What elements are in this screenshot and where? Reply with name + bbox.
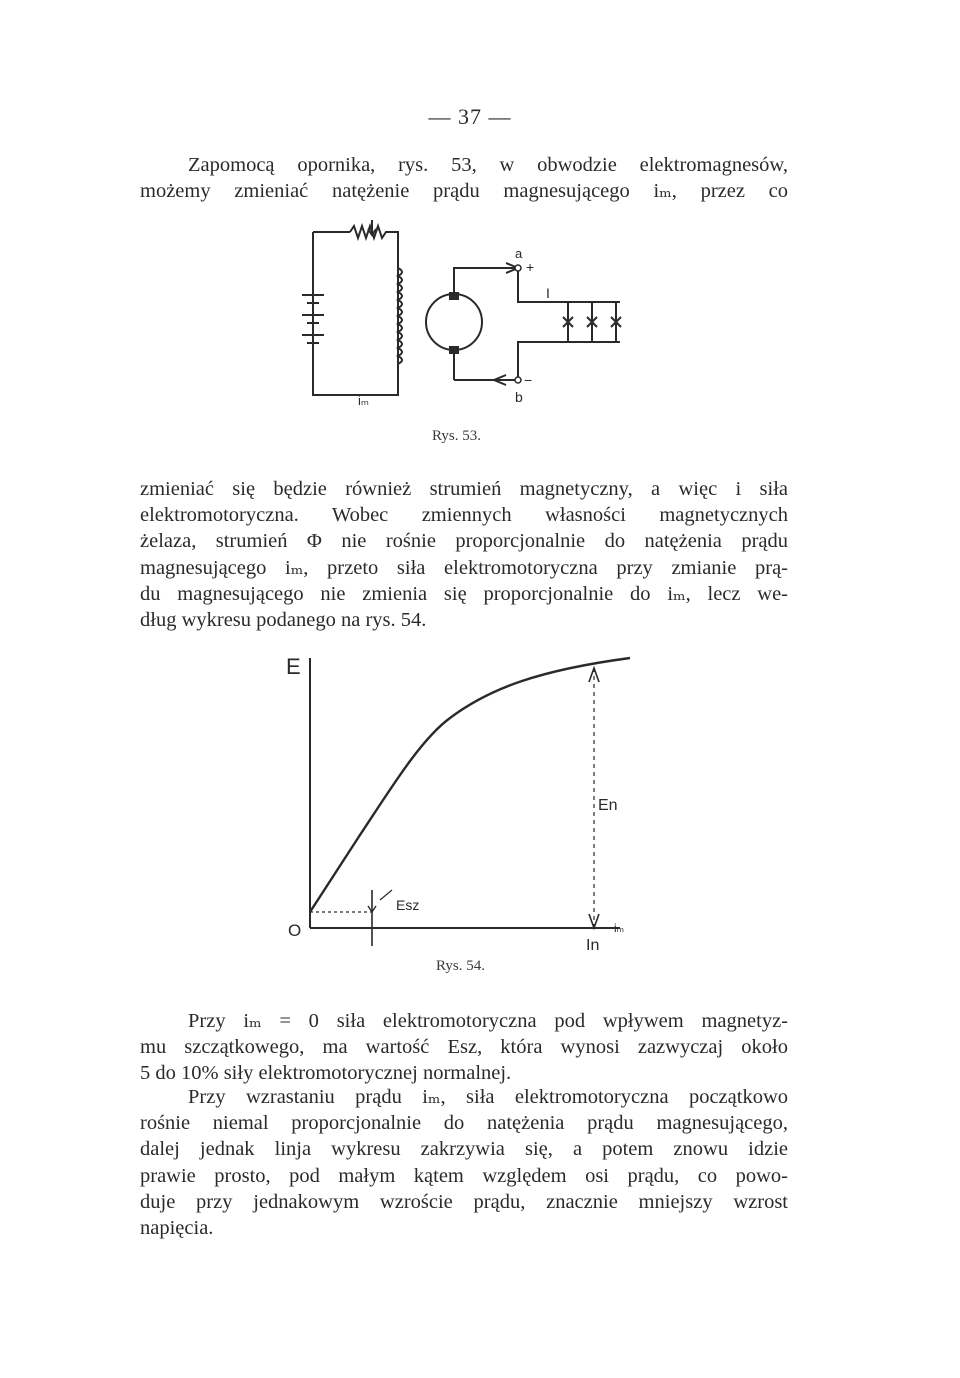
label-im: iₘ: [358, 393, 369, 408]
paragraph-curve: [140, 1084, 788, 1241]
text-line: żelaza, strumień Φ nie rośnie proporcjonalnie do natężenia prądu: [140, 530, 788, 553]
text-line: dług wykresu podanego na rys. 54.: [140, 609, 427, 632]
brush-bottom-icon: [449, 346, 459, 354]
paragraph-intro: [140, 152, 788, 204]
text-line: 5 do 10% siły elektromotorycznej normalnej.: [140, 1062, 512, 1085]
axis-label-E: E: [286, 654, 301, 679]
axis-label-im: iₘ: [614, 921, 625, 935]
circuit-diagram-fig53: [280, 220, 660, 430]
text-line: Przy iₘ = 0 siła elektromotoryczna pod wpływem magnetyz-: [188, 1010, 788, 1032]
text-line: mu szczątkowego, ma wartość Esz, która wynosi zazwyczaj około: [140, 1036, 788, 1059]
text-line: Zapomocą opornika, rys. 53, w obwodzie elektromagnesów,: [188, 154, 788, 176]
figure-caption-53: Rys. 53.: [432, 428, 481, 444]
origin-label: O: [288, 921, 302, 940]
curve-line: [310, 658, 630, 912]
text-line: magnesującego iₘ, przeto siła elektromotoryczna przy zmianie prą-: [140, 556, 788, 579]
page-number: — 37 —: [428, 104, 512, 129]
text-line: elektromotoryczna. Wobec zmiennych własności magnetycznych: [140, 504, 788, 527]
text-line: rośnie niemal proporcjonalnie do natężenia prądu magnesującego,: [140, 1112, 788, 1135]
label-b: b: [515, 389, 523, 405]
label-Esz: Esz: [396, 897, 420, 913]
paragraph-residual: [140, 1008, 788, 1087]
text-line: napięcia.: [140, 1217, 214, 1240]
label-plus: +: [526, 259, 535, 275]
figure-caption-54: Rys. 54.: [436, 958, 485, 974]
brush-top-icon: [449, 292, 459, 300]
text-line: dalej jednak linja wykresu zakrzywia się, a potem znowu idzie: [140, 1138, 788, 1161]
text-line: zmieniać się będzie również strumień magnetyczny, a więc i siła: [140, 478, 788, 500]
text-line: możemy zmieniać natężenie prądu magnesującego iₘ, przez co: [140, 180, 788, 203]
text-line: Przy wzrastaniu prądu iₘ, siła elektromotoryczna początkowo: [188, 1086, 788, 1108]
label-minus: −: [524, 372, 533, 388]
label-En: En: [598, 797, 618, 814]
paragraph-flux: [140, 476, 788, 633]
label-current-I: I: [546, 285, 550, 301]
label-a: a: [515, 246, 523, 261]
text-line: prawie prosto, pod małym kątem względem osi prądu, co powo-: [140, 1164, 788, 1187]
text-line: duje przy jednakowym wzroście prądu, znacznie mniejszy wzrost: [140, 1190, 788, 1213]
label-In: In: [586, 937, 600, 954]
magnetization-curve-fig54: [280, 650, 660, 960]
text-line: du magnesującego nie zmienia się proporcjonalnie do iₘ, lecz we-: [140, 582, 788, 605]
